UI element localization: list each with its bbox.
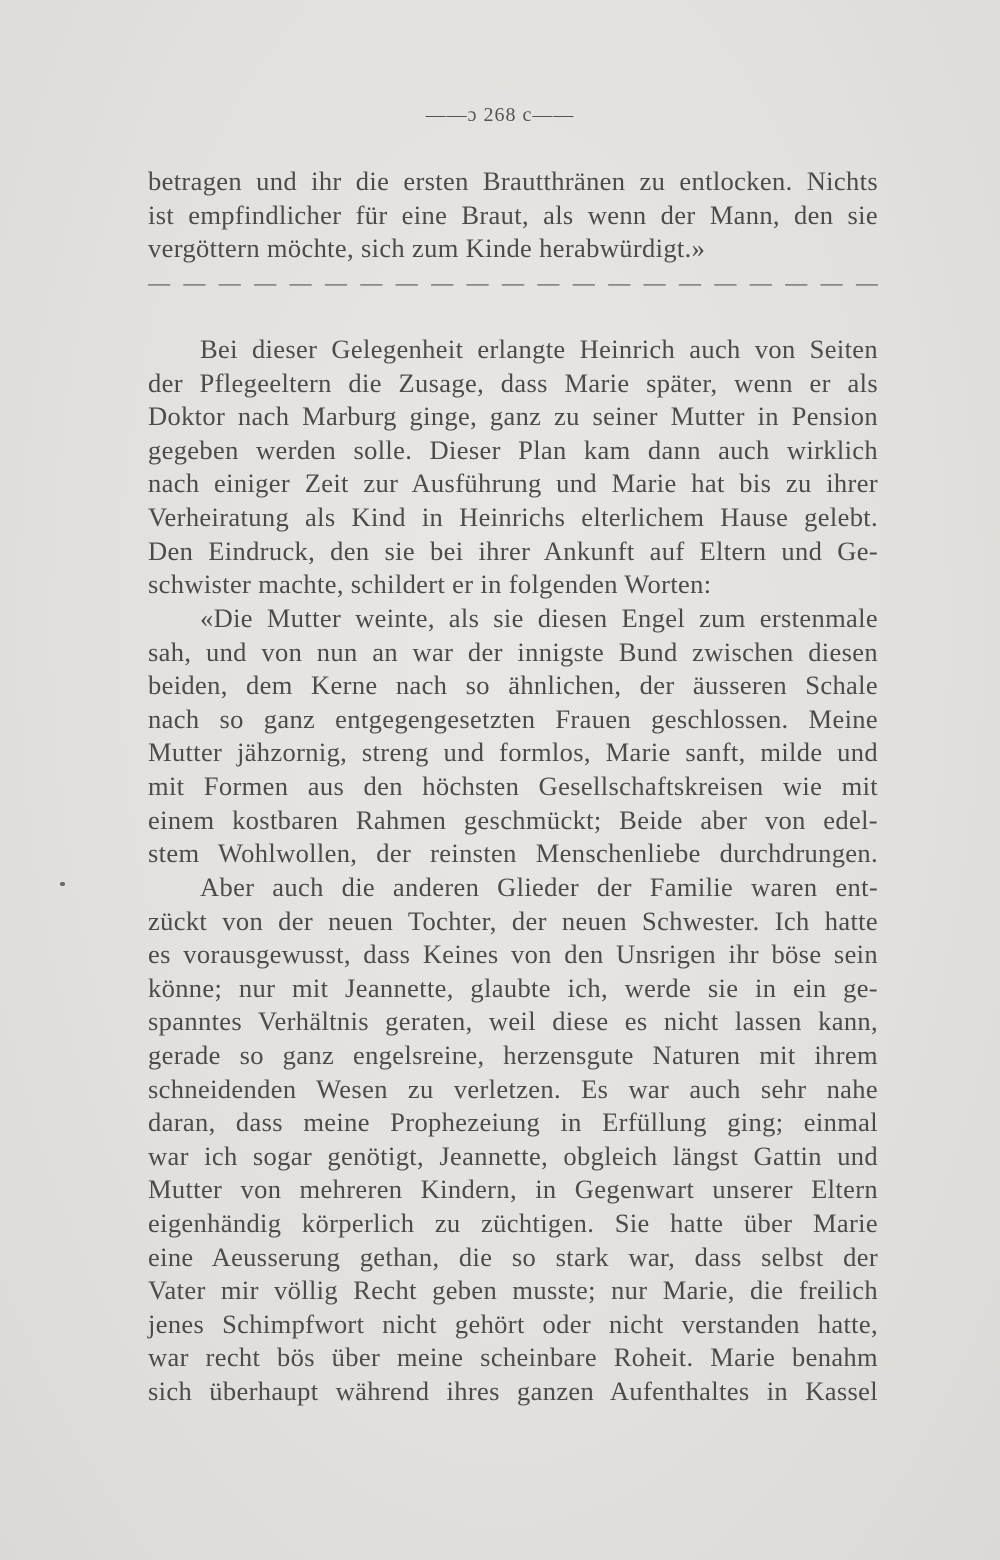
text-line: sich überhaupt während ihres ganzen Aufenthaltes in Kassel <box>148 1375 878 1406</box>
text-line: nach einiger Zeit zur Ausführung und Marie hat bis zu ihrer <box>148 468 878 499</box>
text-line: betragen und ihr die ersten Brautthränen zu entlocken. Nichts <box>148 166 878 196</box>
text-line: mit Formen aus den höchsten Gesellschaftskreisen wie mit <box>148 770 878 801</box>
paper-speck <box>60 882 65 886</box>
text-line: stem Wohlwollen, der reinsten Menschenliebe durchdrungen. <box>148 838 878 869</box>
paragraph-4 <box>148 871 878 1409</box>
text-line: Verheiratung als Kind in Heinrichs elterlichem Hause gelebt. <box>148 501 878 532</box>
text-line: Aber auch die anderen Glieder der Familie waren ent- <box>200 872 878 902</box>
page-number-header: ——ɔ 268 c—— <box>425 104 575 126</box>
paragraph-1 <box>148 165 878 266</box>
text-line: eigenhändig körperlich zu züchtigen. Sie hatte über Marie <box>148 1207 878 1238</box>
section-separator: — — — — — — — — — — — — — — — — — — — — — <box>148 270 878 290</box>
paragraph-3 <box>148 602 878 871</box>
text-line: Mutter von mehreren Kindern, in Gegenwart unserer Eltern <box>148 1174 878 1205</box>
text-line: ist empfindlicher für eine Braut, als wenn der Mann, den sie <box>148 199 878 230</box>
text-line: Bei dieser Gelegenheit erlangte Heinrich auch von Seiten <box>200 334 878 364</box>
text-line: spanntes Verhältnis geraten, weil diese es nicht lassen kann, <box>148 1006 878 1037</box>
text-line: Vater mir völlig Recht geben musste; nur Marie, die freilich <box>148 1275 878 1306</box>
text-line: einem kostbaren Rahmen geschmückt; Beide aber von edel- <box>148 804 878 835</box>
text-line: gerade so ganz engelsreine, herzensgute Naturen mit ihrem <box>148 1039 878 1070</box>
text-line: Den Eindruck, den sie bei ihrer Ankunft auf Eltern und Ge- <box>148 535 878 566</box>
text-line: war ich sogar genötigt, Jeannette, obgleich längst Gattin und <box>148 1140 878 1171</box>
text-line: eine Aeusserung gethan, die so stark war, dass selbst der <box>148 1241 878 1272</box>
text-line: schwister machte, schildert er in folgenden Worten: <box>148 569 712 600</box>
text-line: «Die Mutter weinte, als sie diesen Engel zum erstenmale <box>200 603 878 633</box>
text-line: der Pflegeeltern die Zusage, dass Marie später, wenn er als <box>148 367 878 398</box>
text-line: jenes Schimpfwort nicht gehört oder nicht verstanden hatte, <box>148 1308 878 1339</box>
text-line: könne; nur mit Jeannette, glaubte ich, werde sie in ein ge- <box>148 972 878 1003</box>
text-line: schneidenden Wesen zu verletzen. Es war auch sehr nahe <box>148 1073 878 1104</box>
text-line: gegeben werden solle. Dieser Plan kam dann auch wirklich <box>148 434 878 465</box>
text-line: zückt von der neuen Tochter, der neuen Schwester. Ich hatte <box>148 905 878 936</box>
text-line: sah, und von nun an war der innigste Bund zwischen diesen <box>148 636 878 667</box>
text-line: vergöttern möchte, sich zum Kinde herabwürdigt.» <box>148 233 706 264</box>
text-line: daran, dass meine Prophezeiung in Erfüllung ging; einmal <box>148 1107 878 1138</box>
text-line: war recht bös über meine scheinbare Roheit. Marie benahm <box>148 1342 878 1373</box>
text-line: Mutter jähzornig, streng und formlos, Marie sanft, milde und <box>148 737 878 768</box>
text-line: es vorausgewusst, dass Keines von den Unsrigen ihr böse sein <box>148 939 878 970</box>
text-line: beiden, dem Kerne nach so ähnlichen, der äusseren Schale <box>148 670 878 701</box>
text-line: nach so ganz entgegengesetzten Frauen geschlossen. Meine <box>148 703 878 734</box>
paragraph-2 <box>148 333 878 602</box>
text-line: Doktor nach Marburg ginge, ganz zu seiner Mutter in Pension <box>148 401 878 432</box>
